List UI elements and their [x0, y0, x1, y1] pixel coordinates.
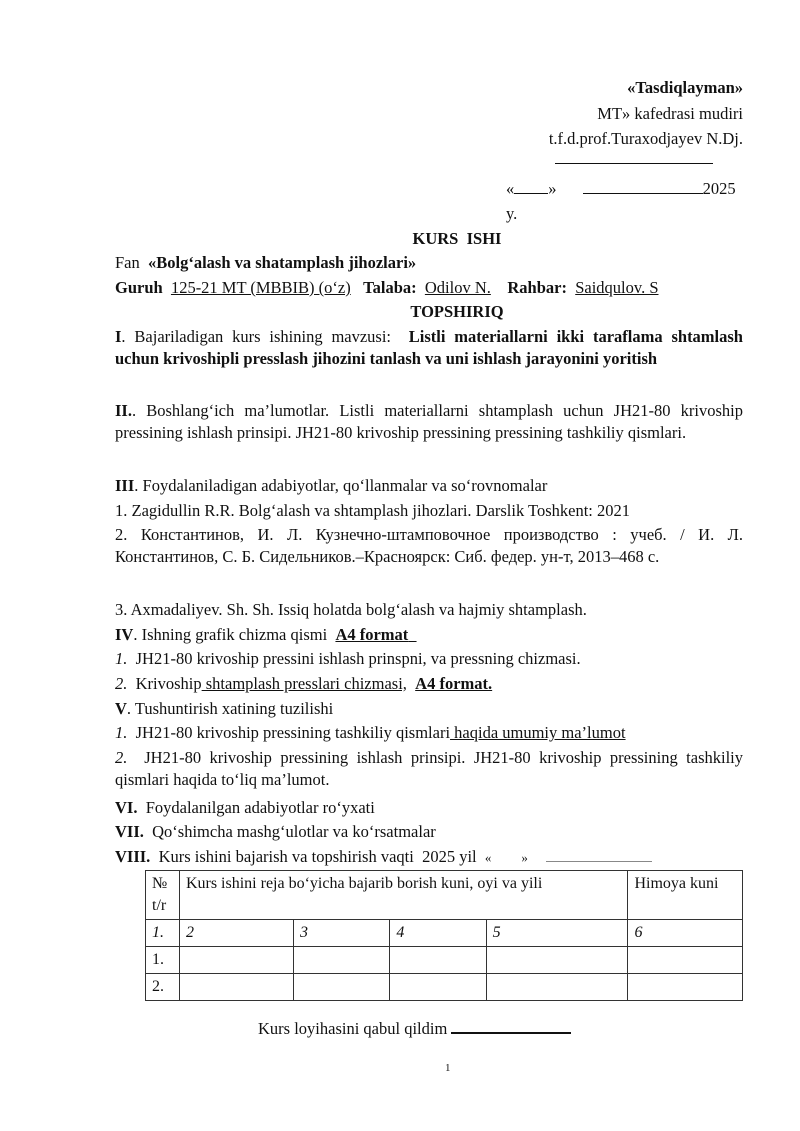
- table-cell: 2: [179, 920, 293, 947]
- reference-1: 1. Zagidullin R.R. Bolg‘alash va shtamplash jihozlari. Darslik Toshkent: 2021: [115, 501, 631, 520]
- table-cell: 6: [628, 920, 743, 947]
- explanation-item-1: 1. JH21-80 krivoship pressining tashkiliy qismlari haqida umumiy ma’lumot: [115, 723, 626, 742]
- table-cell[interactable]: [486, 974, 628, 1001]
- approval-year: 2025: [702, 179, 736, 198]
- section-2: II.. Boshlang‘ich ma’lumotlar. Listli materiallarni shtamplash uchun JH21-80 krivoship pressining ishlash prinsipi. JH21-80 krivoship pressining pressining tashkiliy qismlari.: [115, 401, 743, 442]
- approval-line-2: t.f.d.prof.Turaxodjayev N.Dj.: [548, 129, 743, 148]
- section-7: VII. Qo‘shimcha mashg‘ulotlar va ko‘rsatmalar: [115, 822, 436, 841]
- section-1: I. Bajariladigan kurs ishining mavzusi: Listli materiallarni ikki taraflama shtamlash uchun krivoshipli presslash jihozini tanlash va uni ishlash jarayonini yoritish: [115, 327, 743, 368]
- format-label: A4 format: [335, 625, 409, 644]
- table-cell[interactable]: [179, 974, 293, 1001]
- student-value: Odilov N.: [424, 278, 491, 297]
- acceptance-line: Kurs loyihasini qabul qildim: [258, 1017, 571, 1040]
- table-index-row: [146, 920, 743, 947]
- section-4: IV. Ishning grafik chizma qismi A4 format: [115, 625, 409, 644]
- schedule-table: [145, 870, 743, 1001]
- table-cell: 3: [294, 920, 390, 947]
- table-row: [146, 947, 743, 974]
- table-cell[interactable]: [628, 974, 743, 1001]
- table-cell[interactable]: [628, 947, 743, 974]
- table-header-plan: Kurs ishini reja bo‘yicha bajarib borish kuni, oyi va yili: [179, 871, 628, 920]
- table-row-number: 1.: [146, 947, 180, 974]
- table-row-number: 2.: [146, 974, 180, 1001]
- table-cell: 4: [390, 920, 486, 947]
- group-value: 125-21 MT (MBBIB) (o‘z): [170, 278, 351, 297]
- course-topic: Listli materiallarni ikki taraflama shtamlash uchun krivoshipli presslash jihozini tanlash va uni ishlash jarayonini yoritish: [115, 327, 743, 368]
- approval-title: «Tasdiqlayman»: [627, 78, 743, 97]
- reference-3: 3. Axmadaliyev. Sh. Sh. Issiq holatda bolg‘alash va hajmiy shtamplash.: [115, 600, 587, 619]
- table-header-defense: Himoya kuni: [628, 871, 743, 920]
- table-cell[interactable]: [294, 974, 390, 1001]
- table-cell[interactable]: [390, 974, 486, 1001]
- group-line: Guruh 125-21 MT (MBBIB) (o‘z) Talaba: Odilov N. Rahbar: Saidqulov. S: [115, 278, 659, 297]
- signature-line: [555, 148, 713, 170]
- table-cell: 5: [486, 920, 628, 947]
- supervisor-value: Saidqulov. S: [575, 278, 659, 297]
- table-header-number: № t/r: [146, 871, 180, 920]
- fan-value: «Bolg‘alash va shatamplash jihozlari»: [148, 253, 417, 272]
- graphic-item-1: 1. JH21-80 krivoship pressini ishlash prinspni, va pressning chizmasi.: [115, 649, 581, 668]
- table-cell[interactable]: [294, 947, 390, 974]
- approval-date: « » 2025: [506, 179, 736, 198]
- section-3: III. Foydalaniladigan adabiyotlar, qo‘llanmalar va so‘rovnomalar: [115, 476, 548, 495]
- page-number: 1: [445, 1062, 451, 1074]
- section-8: VIII. Kurs ishini bajarish va topshirish vaqti 2025 yil « »: [115, 846, 652, 869]
- table-cell[interactable]: [390, 947, 486, 974]
- section-6: VI. Foydalanilgan adabiyotlar ro‘yxati: [115, 798, 375, 817]
- document-heading: KURS ISHI: [412, 229, 502, 248]
- approval-year-suffix: y.: [506, 204, 518, 223]
- table-header-row: [146, 871, 743, 920]
- graphic-item-2: 2. Krivoship shtamplash presslari chizmasi, A4 format.: [115, 674, 493, 693]
- fan-line: Fan «Bolg‘alash va shatamplash jihozlari»: [115, 253, 417, 272]
- section-5: V. Tushuntirish xatining tuzilishi: [115, 699, 334, 718]
- table-cell: 1.: [146, 920, 180, 947]
- table-row: [146, 974, 743, 1001]
- table-cell[interactable]: [486, 947, 628, 974]
- table-cell[interactable]: [179, 947, 293, 974]
- explanation-item-2: 2. JH21-80 krivoship pressining ishlash prinsipi. JH21-80 krivoship pressining tashkiliy qismlari haqida to‘liq ma’lumot.: [115, 748, 744, 789]
- task-subheading: TOPSHIRIQ: [410, 302, 504, 321]
- reference-2: 2. Константинов, И. Л. Кузнечно-штамповочное производство : учеб. / И. Л. Константинов, С. Б. Сидельников.–Красноярск: Сиб. федер. ун-т, 2013–468 с.: [115, 525, 743, 566]
- approval-line-1: MT» kafedrasi mudiri: [597, 104, 743, 123]
